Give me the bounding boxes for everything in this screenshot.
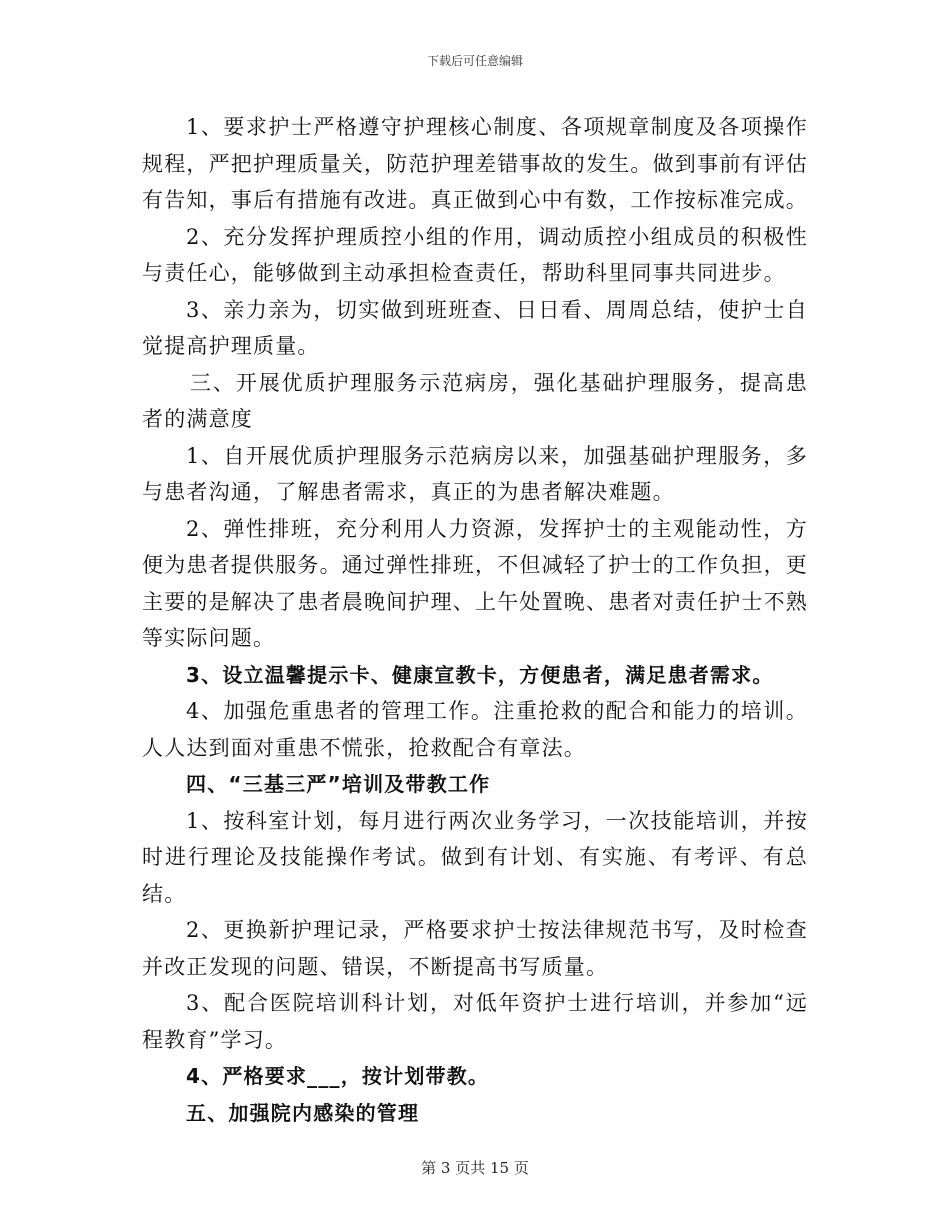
page-header: 下载后可任意编辑: [426, 54, 523, 68]
paragraph-11-bold: 4、严格要求___，按计划带教。: [186, 1064, 490, 1088]
document-body: [142, 109, 808, 1131]
paragraph-2: 2、充分发挥护理质控小组的作用，调动质控小组成员的积极性与责任心，能够做到主动承担检查责任，帮助科里同事共同进步。: [142, 224, 808, 285]
paragraph-7: 4、加强危重患者的管理工作。注重抢救的配合和能力的培训。人人达到面对重患不慌张，抢救配合有章法。: [142, 699, 808, 760]
paragraph-1: 1、要求护士严格遵守护理核心制度、各项规章制度及各项操作规程，严把护理质量关，防范护理差错事故的发生。做到事前有评估有告知，事后有措施有改进。真正做到心中有数，工作按标准完成。: [142, 115, 808, 212]
paragraph-3: 3、亲力亲为，切实做到班班查、日日看、周周总结，使护士自觉提高护理质量。: [142, 297, 808, 358]
section-heading-4: 四、“三基三严”培训及带教工作: [186, 772, 491, 796]
paragraph-4: 1、自开展优质护理服务示范病房以来，加强基础护理服务，多与患者沟通，了解患者需求，真正的为患者解决难题。: [142, 443, 808, 504]
paragraph-5: 2、弹性排班，充分利用人力资源，发挥护士的主观能动性，方便为患者提供服务。通过弹性排班，不但减轻了护士的工作负担，更主要的是解决了患者晨晚间护理、上午处置晚、患者对责任护士不熟等实际问题。: [142, 516, 808, 650]
paragraph-8: 1、按科室计划，每月进行两次业务学习，一次技能培训，并按时进行理论及技能操作考试。做到有计划、有实施、有考评、有总结。: [142, 808, 808, 906]
section-heading-5: 五、加强院内感染的管理: [186, 1100, 420, 1125]
paragraph-9: 2、更换新护理记录，严格要求护士按法律规范书写，及时检查并改正发现的问题、错误，不断提高书写质量。: [142, 918, 808, 979]
paragraph-10: 3、配合医院培训科计划，对低年资护士进行培训，并参加“远程教育”学习。: [142, 991, 808, 1052]
section-heading-3: 三、开展优质护理服务示范病房，强化基础护理服务，提高患者的满意度: [142, 370, 808, 431]
paragraph-6-bold: 3、设立温馨提示卡、健康宣教卡，方便患者，满足患者需求。: [186, 662, 774, 687]
page-footer: 第 3 页共 15 页: [421, 1159, 529, 1177]
